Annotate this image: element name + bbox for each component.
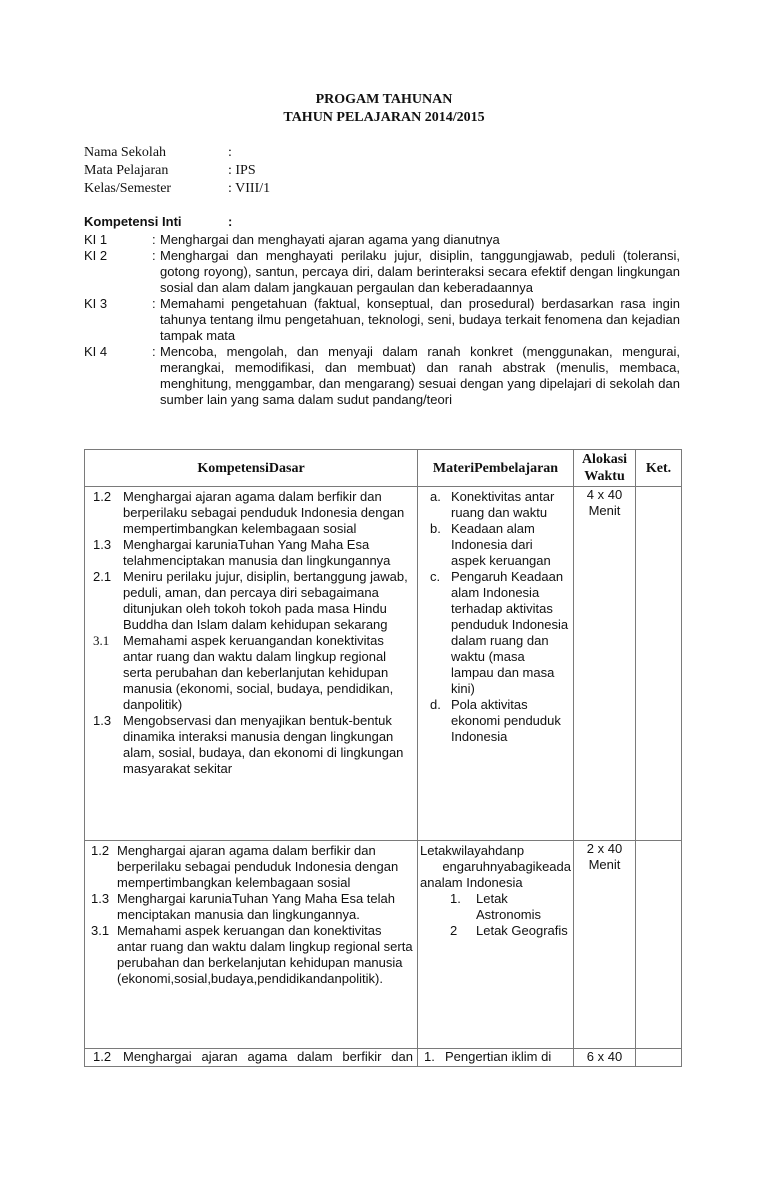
ki-code: KI 1 xyxy=(84,232,108,247)
ki-text: Mencoba, mengolah, dan menyaji dalam ranah konkret (menggunakan, mengurai, merangkai, memodifikasi, dan membuat) dan ranah abstrak (menulis, membaca, menghitung, menggambar, dan mengarang) sesuai dengan yang dipelajari di sekolah dan sumber lain yang sama dalam sudut pandang/teori xyxy=(160,344,680,407)
materi-cell xyxy=(418,487,574,841)
kd-item: 3.1 Memahami aspek keruangandan konektivitas antar ruang dan waktu dalam lingkup regional serta perubahan dan keberlanjutan kehidupan manusia (ekonomi, social, budaya, pendidikan, danpolitik) xyxy=(93,633,394,712)
identity-row-class xyxy=(84,180,270,198)
identity-block xyxy=(84,144,270,198)
ki-item: KI 2 : Menghargai dan menghayati perilaku jujur, disiplin, tanggungjawab, peduli (toleransi, gotong royong), santun, percaya diri, dalam berinteraksi secara efektif dengan lingkungan sosial dan alam dalam jangkauan pergaulan dan keberadaannya xyxy=(84,248,680,295)
materi-item: 1. Pengertian iklim di xyxy=(424,1049,552,1064)
document-subtitle: TAHUN PELAJARAN 2014/2015 xyxy=(283,110,485,125)
ki-item: KI 1 : Menghargai dan menghayati ajaran agama yang dianutnya xyxy=(84,232,680,248)
materi-item: a. Konektivitas antar ruang dan waktu xyxy=(430,489,555,520)
table-header-row xyxy=(85,450,682,487)
identity-row-subject xyxy=(84,162,270,180)
table-row xyxy=(85,1049,682,1067)
ki-text: Memahami pengetahuan (faktual, konseptual, dan prosedural) berdasarkan rasa ingin tahunya tentang ilmu pengetahuan, teknologi, seni, budaya terkait fenomena dan kejadian tampak mata xyxy=(160,296,680,343)
materi-item: d. Pola aktivitas ekonomi penduduk Indonesia xyxy=(430,697,561,744)
kd-cell xyxy=(85,1049,418,1067)
kompetensi-inti-section xyxy=(84,214,680,408)
kd-item: 1.2 Menghargai ajaran agama dalam berfikir dan berperilaku sebagai penduduk Indonesia dengan mempertimbangkan kelembagaan sosial xyxy=(91,843,399,890)
materi-item: c. Pengaruh Keadaan alam Indonesia terhadap aktivitas penduduk Indonesia dalam ruang dan waktu (masa lampau dan masa kini) xyxy=(430,569,569,696)
kd-item: 3.1 Memahami aspek keruangan dan konektivitas antar ruang dan waktu dalam lingkup regional serta perubahan dan berkelanjutan kehidupan manusia (ekonomi,sosial,budaya,pendidikandanpolitik). xyxy=(91,923,413,986)
kd-item: 1.3 Menghargai karuniaTuhan Yang Maha Esa telahmenciptakan manusia dan lingkungannya xyxy=(93,537,391,568)
ket-cell xyxy=(636,1049,682,1067)
kd-item: 1.3 Mengobservasi dan menyajikan bentuk-bentuk dinamika interaksi manusia dengan lingkungan alam, sosial, budaya, dan ekonomi di lingkungan masyarakat sekitar xyxy=(93,713,404,776)
kd-item: 1.2 Menghargai ajaran agama dalam berfikir dan xyxy=(93,1049,413,1064)
header-alokasi: Alokasi Waktu xyxy=(574,450,636,487)
alokasi-cell: 4 x 40 Menit xyxy=(574,487,636,841)
header-ket: Ket. xyxy=(636,450,682,487)
ki-code: KI 3 xyxy=(84,296,108,311)
materi-cell xyxy=(418,1049,574,1067)
alokasi-cell: 6 x 40 xyxy=(574,1049,636,1067)
kd-item: 1.3 Menghargai karuniaTuhan Yang Maha Esa telah menciptakan manusia dan lingkungannya. xyxy=(91,891,396,922)
identity-value: : xyxy=(228,145,232,160)
materi-item: 1. Letak Astronomis xyxy=(450,891,542,922)
materi-item: 2 Letak Geografis xyxy=(450,923,568,938)
ket-cell xyxy=(636,487,682,841)
identity-value: : VIII/1 xyxy=(228,181,271,196)
kd-item: 1.2 Menghargai ajaran agama dalam berfikir dan berperilaku sebagai penduduk Indonesia dengan mempertimbangkan kelembagaan sosial xyxy=(93,489,405,536)
header-kompetensi-dasar: KompetensiDasar xyxy=(85,450,418,487)
alokasi-cell: 2 x 40 Menit xyxy=(574,841,636,1049)
program-table xyxy=(84,449,682,1067)
table-row xyxy=(85,487,682,841)
kompetensi-inti-heading: Kompetensi Inti : xyxy=(84,214,233,229)
ki-item: KI 4 : Mencoba, mengolah, dan menyaji dalam ranah konkret (menggunakan, mengurai, merangkai, memodifikasi, dan membuat) dan ranah abstrak (menulis, membaca, menghitung, menggambar, dan mengarang) sesuai dengan yang dipelajari di sekolah dan sumber lain yang sama dalam sudut pandang/teori xyxy=(84,344,680,407)
identity-label: Nama Sekolah xyxy=(84,145,167,160)
table-row xyxy=(85,841,682,1049)
identity-label: Kelas/Semester xyxy=(84,181,172,196)
identity-row-school xyxy=(84,144,270,162)
kd-cell xyxy=(85,841,418,1049)
materi-cell xyxy=(418,841,574,1049)
kd-cell xyxy=(85,487,418,841)
header-materi: MateriPembelajaran xyxy=(418,450,574,487)
ket-cell xyxy=(636,841,682,1049)
materi-item: b. Keadaan alam Indonesia dari aspek keruangan xyxy=(430,521,551,568)
document-title: PROGAM TAHUNAN xyxy=(315,92,453,107)
materi-intro: Letakwilayahdanp engaruhnyabagikeada analam Indonesia xyxy=(420,843,571,890)
identity-label: Mata Pelajaran xyxy=(84,163,169,178)
ki-code: KI 2 xyxy=(84,248,108,263)
identity-value: : IPS xyxy=(228,163,256,178)
ki-code: KI 4 xyxy=(84,344,108,359)
ki-text: Menghargai dan menghayati perilaku jujur, disiplin, tanggungjawab, peduli (toleransi, gotong royong), santun, percaya diri, dalam berinteraksi secara efektif dengan lingkungan sosial dan alam dalam jangkauan pergaulan dan keberadaannya xyxy=(160,248,680,295)
ki-item: KI 3 : Memahami pengetahuan (faktual, konseptual, dan prosedural) berdasarkan rasa ingin tahunya tentang ilmu pengetahuan, teknologi, seni, budaya terkait fenomena dan kejadian tampak mata xyxy=(84,296,680,343)
ki-text: Menghargai dan menghayati ajaran agama yang dianutnya xyxy=(160,232,500,247)
kd-item: 2.1 Meniru perilaku jujur, disiplin, bertanggung jawab, peduli, aman, dan percaya diri sebagaimana ditunjukan oleh tokoh tokoh pada masa Hindu Buddha dan Islam dalam kehidupan sekarang xyxy=(93,569,408,632)
